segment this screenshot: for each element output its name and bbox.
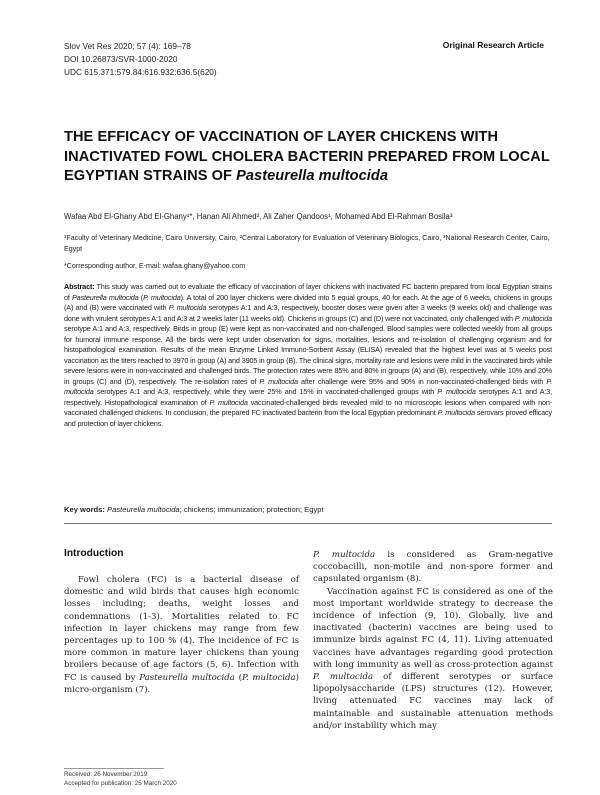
species-name: P. multocida: [437, 387, 476, 396]
species-name: P. multocida: [168, 303, 207, 312]
affiliations: ¹Faculty of Veterinary Medicine, Cairo University, Cairo, ²Central Laboratory for Evaluation of Veterinary Biologics, Cairo, ³National Research Center, Cairo, Egypt: [64, 234, 550, 253]
species-name: P. multocida: [313, 550, 376, 560]
article-dates: [64, 771, 177, 789]
abstract-text: vaccinated-challenged birds revealed mild to no microscopic lesions when compared with non-vaccinated challenged chickens. In conclusion, the prepared FC inactivated bacterin from the local Egyptian predominant: [64, 397, 552, 417]
intro-text: of different serotypes or surface lipopolysaccharide (LPS) structures (12). However, living attenuated FC vaccines may lack of maintainable and sustainable attenuation methods and/or instability which may: [313, 672, 554, 731]
intro-text: Fowl cholera (FC) is a bacterial disease of domestic and wild birds that causes high economic losses including; deaths, weight losses and condemnations (1-3). Mortalities related to FC infection in layer chickens may range from few percentages up to 100 % (4). The incidence of FC is more common in mature layer chickens than young broilers because of age factors (5, 6). Infection with FC is caused by: [64, 575, 299, 683]
species-name: P. multocida: [209, 397, 248, 407]
intro-text: (: [234, 672, 242, 683]
abstract-text: serovars proved efficacy and protection of layer chickens.: [64, 408, 552, 428]
udc: UDC 615.371:579.84:616.932:636.5(620): [64, 67, 217, 77]
keywords-label: Key words:: [64, 505, 105, 514]
intro-paragraph: [313, 549, 553, 586]
corresponding-author: *Corresponding author, E-mail: wafaa.ghany@yahoo.com: [64, 262, 246, 270]
title-species: Pasteurella multocida: [236, 168, 388, 184]
species-name: P. multocida: [64, 376, 552, 396]
journal-citation: Slov Vet Res 2020; 57 (4): 169–78: [64, 41, 191, 51]
accepted-date: Accepted for publication: 25 March 2020: [64, 779, 177, 787]
article-type: Original Research Article: [442, 40, 544, 50]
species-name: P. multocida: [313, 672, 374, 683]
species-name: Pasteurella multocida: [72, 292, 139, 302]
species-name: P. multocida: [259, 376, 298, 386]
doi: DOI 10.26873/SVR-1000-2020: [64, 54, 178, 64]
received-date: Received: 26 November 2019: [64, 771, 148, 778]
abstract-text: This study was carried out to evaluate the efficacy of vaccination of layer chickens with inactivated FC bacterin prepared from local Egyptian strains of: [64, 282, 552, 302]
keywords-list: ; chickens; immunization; protection; Egypt: [179, 505, 324, 514]
keyword-species: Pasteurella multocida: [104, 505, 180, 514]
abstract-text: serotype A:1 and A:3, respectively. Birds in group (E) were kept as non-vaccinated and non-challenged. Blood samples were collected weekly from all groups for humoral immune response. All the birds were kept under observation for signs, mortalities, lesions and re-isolation of challenging organism and for histopathological examination. Results of the mean Enzyme Linked Immuno-Sorbent Assay (ELISA) revealed that the highest level was at 5 weeks post vaccination as the titers reached to 3970 in group (A) and 3905 in group (B). The clinical signs, mortality rate and lesions were mild in the vaccinated birds while severe lesions were in non-vaccinated and challenged birds. The protection rates were 85% and 80% in groups (A) and (B), respectively, while 10% and 20% in groups (C) and (D), respectively. The re-isolation rates of: [64, 324, 552, 386]
footnote-divider: [64, 768, 164, 769]
intro-paragraph: [313, 586, 553, 732]
abstract: [64, 282, 552, 429]
abstract-text: (: [138, 292, 144, 302]
species-name: P. multocida: [241, 672, 296, 683]
intro-text: Vaccination against FC is considered as one of the most important worldwide strategy to decrease the incidence of infection (9, 10). Globally, live and inactivated (bacterin) vaccines are being used to immunize birds against FC (4, 11). Living attenuated vaccines have advantages regarding good protection with long immunity as well as cross-protection against: [313, 586, 553, 670]
article-title: [64, 128, 554, 187]
introduction-heading: Introduction: [64, 548, 124, 559]
intro-left-column: [64, 574, 299, 696]
intro-text: is considered as Gram-negative coccobacilli, non-motile and non-spore former and capsulated organism (8).: [313, 550, 554, 585]
species-name: P. multocida: [437, 408, 475, 417]
abstract-text: serotypes A:1 and A:3, respectively, booster doses were given after 3 weeks (9 weeks old) and challenge was done with virulent serotypes A:1 and A:3 at 2 weeks later (11 weeks old). Chickens in groups (C) and (D) were not vaccinated, only challenged with: [64, 303, 552, 323]
section-divider: [64, 523, 552, 524]
abstract-text: serotypes A:1 and A:3, respectively, while they were 25% and 15% in vaccinated-challenged groups with: [93, 387, 438, 396]
abstract-text: after challenge were 95% and 90% in non-vaccinated-challenged birds with: [297, 376, 547, 386]
species-name: P. multocida: [143, 292, 181, 302]
authors: Wafaa Abd El-Ghany Abd El-Ghany¹*, Hanan Ali Ahmed², Ali Zaher Qandoos¹, Mohamed Abd El-Rahman Bosila³: [64, 212, 453, 221]
species-name: P. multocida: [514, 313, 552, 323]
intro-right-column: [313, 549, 553, 732]
journal-meta: [64, 40, 217, 79]
species-name: Pasteurella multocida: [139, 672, 235, 683]
abstract-text: ). A total of 200 layer chickens were divided into 5 equal groups, 40 for each. At the age of 6 weeks, chickens in groups (A) and (B) were vaccinated with: [64, 292, 552, 312]
keywords: [64, 505, 552, 514]
intro-text: ) micro-organism (7).: [64, 672, 300, 695]
abstract-label: Abstract:: [64, 282, 95, 291]
abstract-text: serotypes A:1 and A:3, respectively. Histopathological examination of: [64, 387, 552, 407]
title-main: THE EFFICACY OF VACCINATION OF LAYER CHICKENS WITH INACTIVATED FOWL CHOLERA BACTERIN PREPARED FROM LOCAL EGYPTIAN STRAINS OF: [64, 129, 550, 184]
